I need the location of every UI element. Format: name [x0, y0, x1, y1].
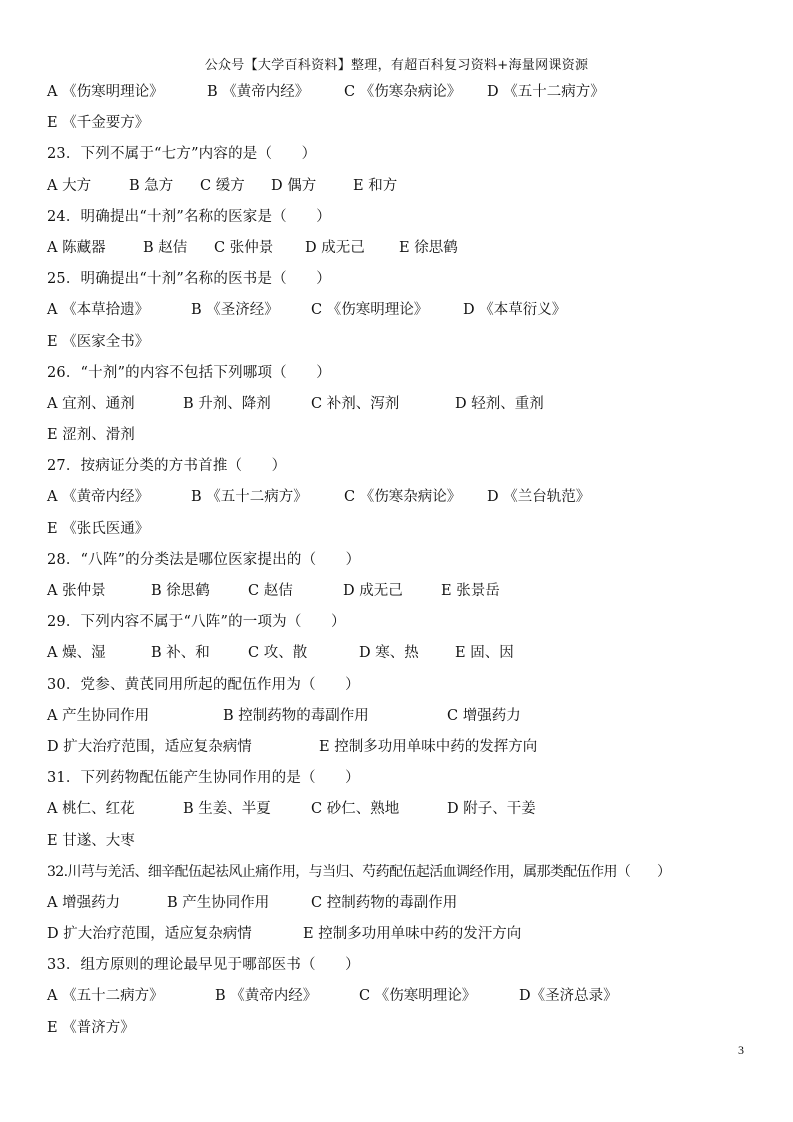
question-stem: [47, 264, 767, 295]
answer-options-row: [47, 576, 767, 607]
answer-option: D 成无己: [305, 239, 365, 256]
answer-option: A 《伤寒明理论》: [47, 84, 164, 100]
answer-option: A 增强药力: [47, 894, 121, 911]
question-text: 25．明确提出“十剂”名称的医书是（ ）: [47, 271, 331, 288]
answer-options-row: [47, 701, 767, 732]
answer-options-row: [47, 233, 767, 264]
answer-option: E 甘遂、大枣: [47, 832, 135, 849]
answer-option: A 燥、湿: [47, 645, 106, 662]
answer-option: B 赵佶: [143, 239, 188, 256]
question-stem: [47, 451, 767, 482]
answer-option: E 和方: [353, 177, 398, 194]
answer-option: B 急方: [129, 177, 174, 194]
answer-option: A 宜剂、通剂: [47, 395, 135, 412]
answer-option: B 升剂、降剂: [183, 395, 271, 412]
answer-option: D 附子、干姜: [447, 801, 536, 818]
answer-options-row: [47, 77, 767, 108]
question-stem: [47, 950, 767, 981]
answer-options-row: [47, 514, 767, 545]
answer-option: B 生姜、半夏: [183, 801, 271, 818]
question-text: 31．下列药物配伍能产生协同作用的是（ ）: [47, 770, 360, 787]
answer-options-row: [47, 794, 767, 825]
answer-option: A 《五十二病方》: [47, 988, 164, 1005]
answer-option: C 增强药力: [447, 707, 521, 724]
answer-option: E 《普济方》: [47, 1019, 135, 1036]
answer-option: D 成无己: [343, 583, 403, 599]
answer-option: E 《张氏医通》: [47, 520, 150, 537]
answer-option: E 控制多功用单味中药的发挥方向: [319, 738, 538, 755]
answer-option: C 补剂、泻剂: [311, 395, 400, 412]
answer-options-row: [47, 420, 767, 451]
answer-option: D 《五十二病方》: [487, 84, 605, 100]
page-header: 公众号【大学百科资料】整理，有超百科复习资料+海量网课资源: [204, 58, 589, 73]
answer-option: C 攻、散: [248, 645, 308, 662]
answer-option: B 《黄帝内经》: [207, 84, 310, 100]
answer-option: E 张景岳: [441, 583, 500, 599]
answer-options-row: [47, 1013, 767, 1044]
answer-options-row: [47, 638, 767, 669]
answer-option: E 《医家全书》: [47, 333, 150, 350]
answer-option: A 大方: [47, 177, 92, 194]
answer-options-row: [47, 295, 767, 326]
answer-option: A 《黄帝内经》: [47, 489, 150, 506]
question-text: 33．组方原则的理论最早见于哪部医书（ ）: [47, 957, 360, 974]
answer-option: C 《伤寒杂病论》: [344, 489, 462, 506]
answer-option: C 赵佶: [248, 583, 293, 599]
answer-option: E 徐思鹤: [399, 239, 458, 256]
answer-options-row: [47, 108, 767, 139]
question-text: 28．“八阵”的分类法是哪位医家提出的（ ）: [47, 551, 361, 568]
question-text: 23．下列不属于“七方”内容的是（ ）: [47, 146, 317, 163]
question-stem: [47, 607, 767, 638]
page-number: 3: [738, 1043, 744, 1057]
answer-option: B 《黄帝内经》: [215, 988, 318, 1005]
answer-option: B 补、和: [151, 645, 210, 662]
question-text: 24．明确提出“十剂”名称的医家是（ ）: [47, 208, 331, 225]
question-stem: [47, 857, 767, 888]
question-stem: [47, 202, 767, 233]
answer-option: D 《兰台轨范》: [487, 489, 591, 506]
answer-options-row: [47, 482, 767, 513]
answer-option: E 涩剂、滑剂: [47, 427, 135, 444]
answer-option: C 《伤寒明理论》: [359, 988, 477, 1005]
answer-options-row: [47, 888, 767, 919]
answer-option: C 《伤寒杂病论》: [344, 84, 462, 100]
answer-options-row: [47, 171, 767, 202]
question-text: 30．党参、黄芪同用所起的配伍作用为（ ）: [47, 676, 360, 693]
answer-option: D《圣济总录》: [519, 988, 618, 1005]
answer-options-row: [47, 389, 767, 420]
answer-option: C 《伤寒明理论》: [311, 302, 429, 319]
answer-options-row: [47, 826, 767, 857]
answer-option: E 控制多功用单味中药的发汗方向: [303, 926, 522, 943]
question-stem: [47, 358, 767, 389]
answer-options-row: [47, 981, 767, 1012]
answer-option: E 固、因: [455, 645, 514, 662]
question-text: 29．下列内容不属于“八阵”的一项为（ ）: [47, 614, 346, 631]
question-stem: [47, 139, 767, 170]
answer-option: D 《本草衍义》: [463, 302, 567, 319]
question-text: 27．按病证分类的方书首推（ ）: [47, 458, 287, 475]
question-stem: [47, 545, 767, 576]
question-stem: [47, 670, 767, 701]
answer-option: D 寒、热: [359, 645, 419, 662]
answer-option: B 控制药物的毒副作用: [223, 707, 369, 724]
answer-option: D 扩大治疗范围，适应复杂病情: [47, 738, 252, 755]
answer-option: D 扩大治疗范围，适应复杂病情: [47, 926, 252, 943]
answer-option: A 张仲景: [47, 583, 106, 599]
answer-option: A 产生协同作用: [47, 707, 150, 724]
question-text: 32.川芎与羌活、细辛配伍起祛风止痛作用，与当归、芍药配伍起活血调经作用，属那类配伍作用（ ）: [47, 863, 671, 880]
answer-option: D 偶方: [271, 177, 317, 194]
answer-option: A 桃仁、红花: [47, 801, 135, 818]
answer-option: C 张仲景: [214, 239, 274, 256]
question-text: 26．“十剂”的内容不包括下列哪项（ ）: [47, 364, 331, 381]
answer-options-row: [47, 919, 767, 950]
answer-option: C 缓方: [200, 177, 245, 194]
answer-option: A 《本草拾遗》: [47, 302, 150, 319]
answer-option: B 《五十二病方》: [191, 489, 308, 506]
answer-option: B 《圣济经》: [191, 302, 279, 319]
answer-option: B 徐思鹤: [151, 583, 210, 599]
answer-option: C 砂仁、熟地: [311, 801, 400, 818]
answer-option: B 产生协同作用: [167, 894, 270, 911]
answer-option: C 控制药物的毒副作用: [311, 894, 458, 911]
exam-content: [47, 77, 767, 1044]
question-stem: [47, 763, 767, 794]
answer-option: E 《千金要方》: [47, 115, 150, 132]
answer-option: A 陈藏器: [47, 239, 106, 256]
answer-options-row: [47, 327, 767, 358]
answer-option: D 轻剂、重剂: [455, 395, 544, 412]
answer-options-row: [47, 732, 767, 763]
